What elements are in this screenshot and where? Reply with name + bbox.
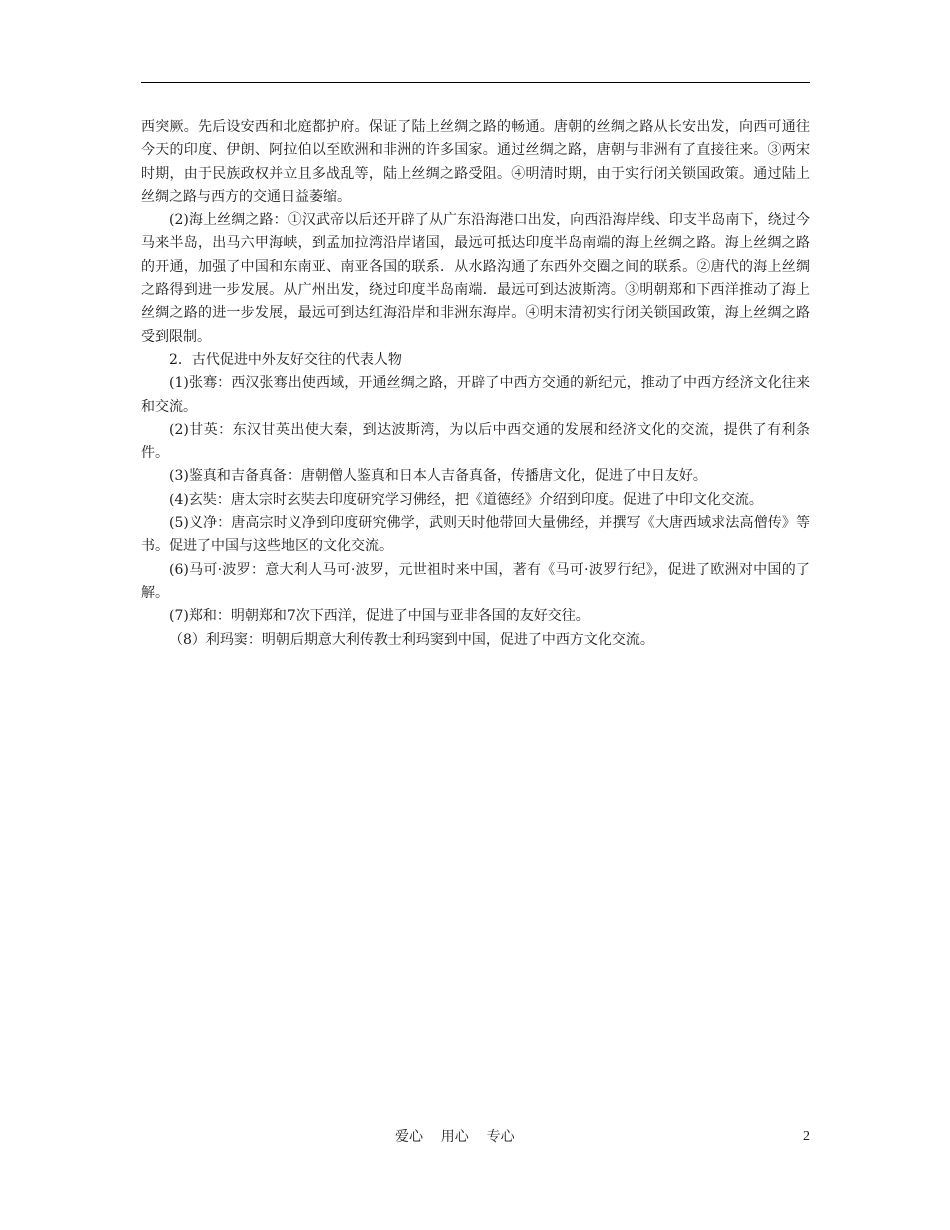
page-number: 2 xyxy=(803,1129,810,1144)
document-body xyxy=(141,116,810,652)
footer-slogan: 爱心 用心 专心 xyxy=(395,1129,515,1145)
paragraph-zheng-he: (7)郑和：明朝郑和7次下西洋，促进了中国与亚非各国的友好交往。 xyxy=(169,608,590,625)
paragraph-jianzhen: (3)鉴真和吉备真备：唐朝僧人鉴真和日本人吉备真备，传播唐文化，促进了中日友好。 xyxy=(169,468,707,485)
paragraph-marco-polo: (6)马可·波罗：意大利人马可·波罗，元世祖时来中国，著有《马可·波罗行纪》，促进了欧洲对中国的了解。 xyxy=(141,561,810,601)
paragraph-xuanzang: (4)玄奘：唐太宗时玄奘去印度研究学习佛经，把《道德经》介绍到印度。促进了中印文化交流。 xyxy=(169,491,763,508)
paragraph-matteo-ricci: （8）利玛窦：明朝后期意大利传教士利玛窦到中国，促进了中西方文化交流。 xyxy=(169,631,654,648)
paragraph-gan-ying: (2)甘英：东汉甘英出使大秦，到达波斯湾，为以后中西交通的发展和经济文化的交流，提供了有利条件。 xyxy=(141,421,810,462)
paragraph-zhang-qian: (1)张骞：西汉张骞出使西域，开通丝绸之路，开辟了中西方交通的新纪元，推动了中西方经济文化往来和交流。 xyxy=(141,375,810,415)
section-heading-figures: 2．古代促进中外友好交往的代表人物 xyxy=(169,351,402,368)
paragraph-maritime-silk-road: (2)海上丝绸之路：①汉武帝以后还开辟了从广东沿海港口出发，向西沿海岸线、印支半岛南下，绕过今马来半岛，出马六甲海峡，到孟加拉湾沿岸诸国，最远可抵达印度半岛南端的海上丝绸之路。海上丝绸之路的开通，加强了中国和东南亚、南亚各国的联系．从水路沟通了东西外交圈之间的联系。②唐代的海上丝绸之路得到进一步发展。从广州出发，绕过印度半岛南端．最远可到达波斯湾。③明朝郑和下西洋推动了海上丝绸之路的进一步发展，最远可到达红海沿岸和非洲东海岸。④明末清初实行闭关锁国政策，海上丝绸之路受到限制。 xyxy=(141,212,810,345)
header-rule xyxy=(141,82,810,83)
paragraph-land-silk-road-cont: 西突厥。先后设安西和北庭都护府。保证了陆上丝绸之路的畅通。唐朝的丝绸之路从长安出发，向西可通往今天的印度、伊朗、阿拉伯以至欧洲和非洲的许多国家。通过丝绸之路，唐朝与非洲有了直接往来。③两宋时期，由于民族政权并立且多战乱等，陆上丝绸之路受阻。④明清时期，由于实行闭关锁国政策。通过陆上丝绸之路与西方的交通日益萎缩。 xyxy=(141,119,810,205)
paragraph-yijing: (5)义净：唐高宗时义净到印度研究佛学，武则天时他带回大量佛经，并撰写《大唐西域求法高僧传》等书。促进了中国与这些地区的文化交流。 xyxy=(141,515,810,555)
